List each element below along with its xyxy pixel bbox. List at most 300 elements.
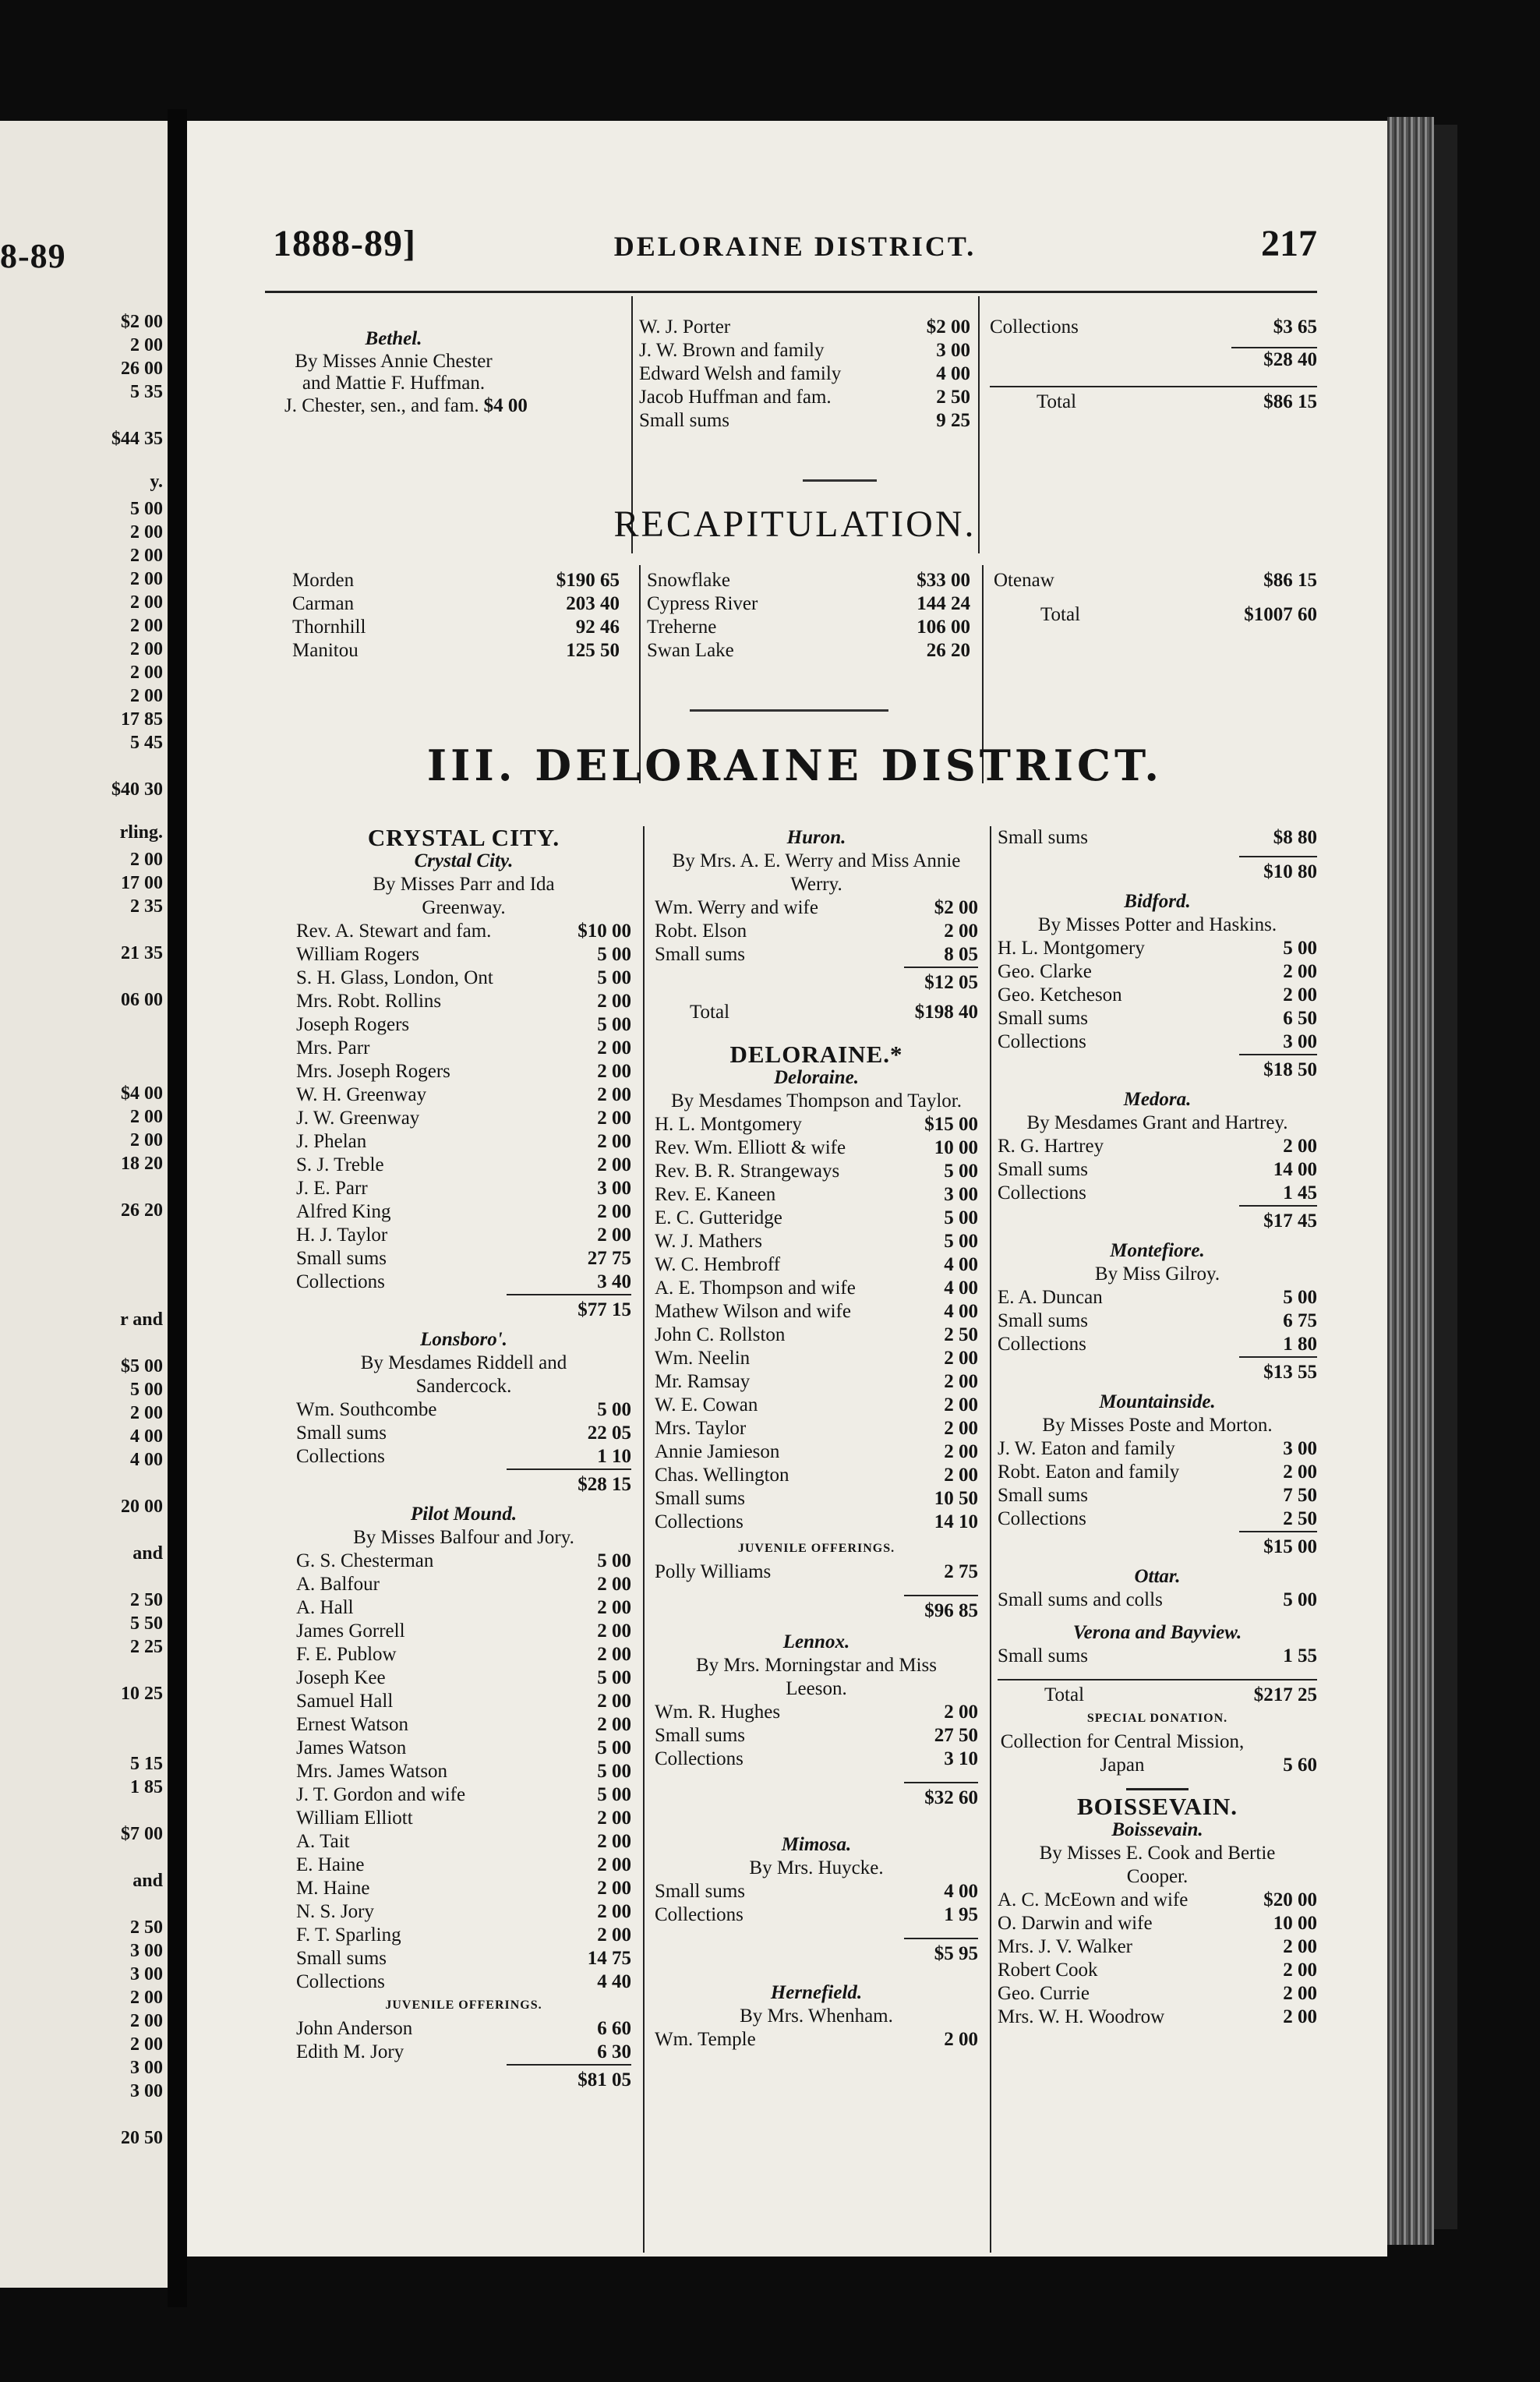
entry-amount: 2 00 bbox=[597, 1714, 631, 1735]
column-bidford-boissevain bbox=[998, 826, 1317, 2029]
collectors: By Mesdames Thompson and Taylor. bbox=[671, 1090, 962, 1111]
entry-label: Small sums bbox=[998, 1008, 1088, 1029]
fragment-amount: 2 00 bbox=[130, 616, 163, 636]
separator-rule bbox=[803, 479, 877, 482]
entry-label: H. L. Montgomery bbox=[655, 1114, 802, 1135]
list-item bbox=[655, 1230, 978, 1253]
entry-amount: 2 00 bbox=[597, 1061, 631, 1082]
entry-amount: 125 50 bbox=[566, 640, 620, 661]
list-item bbox=[655, 1880, 978, 1903]
entry-label: John C. Rollston bbox=[655, 1324, 786, 1345]
list-item bbox=[998, 1507, 1317, 1531]
fragment-amount: 2 00 bbox=[130, 569, 163, 589]
list-item bbox=[296, 1550, 631, 1573]
entry-amount: 3 00 bbox=[1283, 1438, 1317, 1459]
list-item bbox=[647, 569, 970, 592]
page-title: DELORAINE DISTRICT. bbox=[613, 231, 977, 262]
entry-amount: 2 00 bbox=[597, 1644, 631, 1665]
entry-label: Mrs. Taylor bbox=[655, 1418, 747, 1439]
list-item bbox=[296, 990, 631, 1013]
entry-label: M. Haine bbox=[296, 1878, 370, 1899]
entry-label: Otenaw bbox=[994, 570, 1054, 591]
list-item bbox=[296, 1620, 631, 1643]
section-total: $77 15 bbox=[507, 1294, 631, 1322]
recap-column-3 bbox=[994, 569, 1317, 627]
church-name: CRYSTAL CITY. bbox=[367, 824, 560, 851]
entry-amount: 27 75 bbox=[587, 1248, 631, 1269]
list-item bbox=[998, 1182, 1317, 1205]
entry-label: Small sums bbox=[998, 827, 1088, 848]
entry-amount: $10 00 bbox=[578, 921, 631, 942]
list-item bbox=[639, 386, 970, 409]
page-edges bbox=[1387, 117, 1434, 2245]
list-item bbox=[296, 920, 631, 943]
list-item bbox=[998, 1959, 1317, 1982]
entry-label: Edith M. Jory bbox=[296, 2041, 404, 2062]
fragment-amount: 3 00 bbox=[130, 2081, 163, 2101]
fragment-amount: $5 00 bbox=[121, 1356, 163, 1377]
list-item bbox=[655, 1417, 978, 1440]
circuit-name: Medora. bbox=[1123, 1089, 1192, 1110]
entry-amount: $190 65 bbox=[556, 570, 620, 591]
list-item bbox=[292, 616, 620, 639]
list-item bbox=[296, 1247, 631, 1271]
entry-amount: 2 00 bbox=[944, 1371, 978, 1392]
entry-label: Swan Lake bbox=[647, 640, 734, 661]
entry-amount: 6 30 bbox=[597, 2041, 631, 2062]
entry-label: Small sums bbox=[998, 1159, 1088, 1180]
list-item bbox=[296, 1970, 631, 1994]
fragment-amount: 2 00 bbox=[130, 686, 163, 706]
fragment-amount: 26 20 bbox=[121, 1200, 163, 1221]
total-row bbox=[998, 1679, 1317, 1707]
entry-amount: 2 00 bbox=[597, 1924, 631, 1946]
entry-label: H. J. Taylor bbox=[296, 1225, 388, 1246]
fragment-amount: 10 25 bbox=[121, 1684, 163, 1704]
list-item bbox=[639, 362, 970, 386]
list-item bbox=[296, 1947, 631, 1970]
list-item bbox=[655, 1724, 978, 1748]
entry-amount: 2 00 bbox=[597, 1597, 631, 1618]
entry-amount: 2 00 bbox=[944, 1418, 978, 1439]
fragment-amount: 20 50 bbox=[121, 2128, 163, 2148]
list-item bbox=[655, 1253, 978, 1277]
bethel-list bbox=[284, 394, 528, 418]
column-huron-deloraine bbox=[655, 826, 978, 2052]
entry-label: Collections bbox=[998, 1031, 1086, 1052]
fragment-amount: 26 00 bbox=[121, 359, 163, 379]
entry-amount: 4 00 bbox=[944, 1278, 978, 1299]
entry-amount: 2 00 bbox=[597, 1084, 631, 1105]
list-item bbox=[655, 1394, 978, 1417]
collectors: By Mesdames Grant and Hartrey. bbox=[1026, 1112, 1288, 1133]
entry-label: Ernest Watson bbox=[296, 1714, 409, 1735]
entry-amount: 26 20 bbox=[926, 640, 970, 661]
list-item bbox=[998, 984, 1317, 1007]
collectors: By Mesdames Riddell and Sandercock. bbox=[360, 1352, 567, 1397]
entry-amount: $2 00 bbox=[926, 316, 970, 338]
entry-amount: 2 00 bbox=[597, 1131, 631, 1152]
fragment-amount: $4 00 bbox=[121, 1083, 163, 1104]
entry-amount: 6 50 bbox=[1283, 1008, 1317, 1029]
entry-amount: 1 80 bbox=[1283, 1334, 1317, 1355]
list-item bbox=[284, 394, 528, 418]
entry-amount: 10 50 bbox=[934, 1488, 978, 1509]
bethel-collectors: By Misses Annie Chester and Mattie F. Huffman. bbox=[295, 351, 493, 394]
entry-label: W. E. Cowan bbox=[655, 1394, 758, 1415]
circuit-name: Lonsboro'. bbox=[420, 1329, 507, 1350]
entry-label: Small sums bbox=[655, 1488, 745, 1509]
entry-amount: 7 50 bbox=[1283, 1485, 1317, 1506]
entry-amount: 5 00 bbox=[1283, 1589, 1317, 1610]
entry-amount: 2 00 bbox=[597, 991, 631, 1012]
list-item bbox=[296, 1737, 631, 1760]
total-label: Total bbox=[1037, 391, 1077, 412]
list-item bbox=[639, 409, 970, 433]
entry-amount: 14 10 bbox=[934, 1511, 978, 1532]
entry-amount: 5 00 bbox=[597, 1550, 631, 1571]
entry-amount: 2 00 bbox=[597, 1878, 631, 1899]
entry-label: Morden bbox=[292, 570, 355, 591]
list-item bbox=[296, 2041, 631, 2064]
list-item bbox=[998, 1645, 1317, 1668]
entry-amount: 2 00 bbox=[944, 921, 978, 942]
entry-label: Collections bbox=[296, 1271, 385, 1292]
entry-amount: 5 00 bbox=[1283, 1287, 1317, 1308]
list-item bbox=[655, 1370, 978, 1394]
collectors: By Misses Potter and Haskins. bbox=[1037, 914, 1277, 935]
entry-label: Treherne bbox=[647, 617, 717, 638]
fragment-amount: 21 35 bbox=[121, 943, 163, 963]
list-item bbox=[998, 1461, 1317, 1484]
entry-label: Alfred King bbox=[296, 1201, 391, 1222]
list-item bbox=[655, 1464, 978, 1487]
header-rule bbox=[265, 291, 1317, 293]
list-item bbox=[296, 943, 631, 967]
list-item bbox=[296, 1760, 631, 1783]
district-title: III. DELORAINE DISTRICT. bbox=[426, 740, 1164, 790]
list-item bbox=[296, 1107, 631, 1130]
entry-label: E. C. Gutteridge bbox=[655, 1207, 782, 1228]
fragment-amount: 2 50 bbox=[130, 1590, 163, 1610]
list-item bbox=[296, 1643, 631, 1666]
list-item bbox=[296, 1037, 631, 1060]
fragment-amount: 2 00 bbox=[130, 1988, 163, 2008]
entry-label: Collections bbox=[296, 1446, 385, 1467]
entry-amount: 6 60 bbox=[597, 2018, 631, 2039]
entry-label: J. T. Gordon and wife bbox=[296, 1784, 466, 1805]
separator-rule bbox=[690, 709, 888, 712]
list-item bbox=[296, 1924, 631, 1947]
fragment-amount: 2 50 bbox=[130, 1917, 163, 1938]
recap-column-2 bbox=[647, 569, 970, 663]
list-item bbox=[292, 569, 620, 592]
fragment-amount: 2 00 bbox=[130, 546, 163, 566]
list-item bbox=[655, 1511, 978, 1534]
entry-label: Mrs. W. H. Woodrow bbox=[998, 2006, 1165, 2027]
list-item bbox=[296, 1900, 631, 1924]
entry-label: Manitou bbox=[292, 640, 359, 661]
entry-amount: 10 00 bbox=[934, 1137, 978, 1158]
fragment-amount: 5 00 bbox=[130, 499, 163, 519]
entry-label: W. C. Hembroff bbox=[655, 1254, 781, 1275]
entry-label: Rev. E. Kaneen bbox=[655, 1184, 776, 1205]
fragment-amount: 3 00 bbox=[130, 1941, 163, 1961]
entry-label: Mrs. Joseph Rogers bbox=[296, 1061, 450, 1082]
list-item bbox=[647, 639, 970, 663]
entry-label: Wm. Werry and wife bbox=[655, 897, 818, 918]
list-item bbox=[296, 2017, 631, 2041]
entry-label: William Elliott bbox=[296, 1808, 413, 1829]
top-right-totals bbox=[990, 316, 1317, 414]
list-item bbox=[655, 896, 978, 920]
entry-label: Small sums bbox=[998, 1485, 1088, 1506]
entry-amount: 2 00 bbox=[597, 1901, 631, 1922]
circuit-name: Bidford. bbox=[1124, 891, 1191, 912]
entry-label: Annie Jamieson bbox=[655, 1441, 780, 1462]
subtotal: $28 40 bbox=[1231, 347, 1317, 372]
entry-label: Robert Cook bbox=[998, 1960, 1098, 1981]
list-item bbox=[998, 826, 1317, 850]
list-item bbox=[296, 1177, 631, 1200]
list-item bbox=[655, 1347, 978, 1370]
list-item bbox=[655, 1300, 978, 1324]
entry-label: Mrs. Robt. Rollins bbox=[296, 991, 442, 1012]
entry-label: Small sums and colls bbox=[998, 1589, 1163, 1610]
entry-amount: $8 80 bbox=[1273, 827, 1317, 848]
entry-amount: 2 00 bbox=[1283, 1461, 1317, 1483]
entry-amount: 2 00 bbox=[1283, 984, 1317, 1005]
fragment-amount: 5 50 bbox=[130, 1613, 163, 1634]
page bbox=[187, 121, 1387, 2257]
entry-label: O. Darwin and wife bbox=[998, 1913, 1153, 1934]
section-total: $32 60 bbox=[904, 1782, 978, 1810]
entry-amount: 2 00 bbox=[597, 1620, 631, 1642]
entry-label: Mrs. Parr bbox=[296, 1037, 370, 1058]
list-item bbox=[998, 1007, 1317, 1030]
list-item bbox=[655, 1136, 978, 1160]
list-item bbox=[655, 1748, 978, 1771]
entry-label: Mrs. James Watson bbox=[296, 1761, 448, 1782]
bethel-block bbox=[284, 327, 528, 418]
fragment-amount: y. bbox=[150, 472, 163, 492]
entry-amount: 2 00 bbox=[597, 1108, 631, 1129]
entry-label: Edward Welsh and family bbox=[639, 363, 842, 384]
entry-amount: 2 50 bbox=[944, 1324, 978, 1345]
entry-amount: 1 55 bbox=[1283, 1645, 1317, 1666]
list-item bbox=[296, 1573, 631, 1596]
entry-label: Small sums bbox=[655, 1881, 745, 1902]
circuit-name: Montefiore. bbox=[1110, 1240, 1205, 1261]
fragment-amount: 2 00 bbox=[130, 522, 163, 542]
total-amount: $217 25 bbox=[1253, 1684, 1317, 1705]
entry-label: A. E. Thompson and wife bbox=[655, 1278, 856, 1299]
list-item bbox=[296, 1271, 631, 1294]
recap-column-1 bbox=[292, 569, 620, 663]
entry-amount: 3 00 bbox=[936, 340, 970, 361]
top-middle-list bbox=[639, 316, 970, 433]
entry-amount: 2 00 bbox=[1283, 1960, 1317, 1981]
fragment-amount: and bbox=[132, 1871, 163, 1891]
entry-amount: $86 15 bbox=[1263, 570, 1317, 591]
circuit-name: Mimosa. bbox=[781, 1834, 852, 1855]
fragment-amount: 2 35 bbox=[130, 896, 163, 917]
entry-amount: 5 00 bbox=[597, 944, 631, 965]
entry-amount: 2 00 bbox=[1283, 961, 1317, 982]
fragment-amount: 06 00 bbox=[121, 990, 163, 1010]
circuit-name: Hernefield. bbox=[770, 1982, 863, 2003]
recap-title: RECAPITULATION. bbox=[613, 504, 977, 545]
list-item bbox=[655, 1324, 978, 1347]
entry-label: A. Balfour bbox=[296, 1574, 380, 1595]
entry-amount: 2 00 bbox=[597, 1225, 631, 1246]
fragment-amount: r and bbox=[120, 1309, 163, 1330]
entry-amount: 27 50 bbox=[934, 1725, 978, 1746]
list-item bbox=[296, 967, 631, 990]
list-item bbox=[296, 1013, 631, 1037]
collectors: By Mrs. Huycke. bbox=[749, 1857, 884, 1878]
fragment-amount: 2 00 bbox=[130, 1130, 163, 1150]
entry-amount: 8 05 bbox=[944, 944, 978, 965]
entry-label: J. Chester, sen., and fam. bbox=[284, 395, 479, 416]
list-item bbox=[296, 1807, 631, 1830]
entry-label: S. J. Treble bbox=[296, 1154, 384, 1175]
fragment-amount: 17 00 bbox=[121, 873, 163, 893]
list-item bbox=[296, 1877, 631, 1900]
entry-label: James Watson bbox=[296, 1737, 407, 1758]
entry-amount: $3 65 bbox=[1273, 316, 1317, 338]
entry-label: Robt. Elson bbox=[655, 921, 747, 942]
column-crystal-city bbox=[296, 826, 631, 2098]
entry-label: Carman bbox=[292, 593, 355, 614]
entry-amount: 3 00 bbox=[944, 1184, 978, 1205]
collectors: By Misses Parr and Ida Greenway. bbox=[373, 874, 555, 918]
fragment-amount: 2 00 bbox=[130, 1107, 163, 1127]
list-item bbox=[655, 1207, 978, 1230]
entry-label: Rev. Wm. Elliott & wife bbox=[655, 1137, 846, 1158]
entry-label: John Anderson bbox=[296, 2018, 413, 2039]
section-total: $96 85 bbox=[904, 1595, 978, 1623]
section-total: $10 80 bbox=[1239, 856, 1317, 884]
fragment-amount: 2 00 bbox=[130, 639, 163, 659]
entry-label: Small sums bbox=[639, 410, 729, 431]
entry-amount: 2 00 bbox=[597, 1691, 631, 1712]
entry-amount: 4 00 bbox=[944, 1254, 978, 1275]
entry-amount: 2 50 bbox=[1283, 1508, 1317, 1529]
entry-label: A. Hall bbox=[296, 1597, 354, 1618]
entry-amount: 2 00 bbox=[944, 2029, 978, 2050]
list-item bbox=[655, 1903, 978, 1927]
entry-label: F. E. Publow bbox=[296, 1644, 397, 1665]
entry-label: Rev. B. R. Strangeways bbox=[655, 1161, 840, 1182]
entry-label: Jacob Huffman and fam. bbox=[639, 387, 832, 408]
list-item bbox=[296, 1830, 631, 1854]
entry-amount: 4 00 bbox=[936, 363, 970, 384]
list-item bbox=[994, 569, 1317, 592]
entry-label: A. Tait bbox=[296, 1831, 350, 1852]
page-header bbox=[273, 222, 1317, 277]
fragment-amount: 2 00 bbox=[130, 2034, 163, 2055]
collectors: By Mrs. Whenham. bbox=[740, 2006, 893, 2027]
entry-amount: 2 00 bbox=[597, 1831, 631, 1852]
list-item bbox=[655, 1560, 978, 1584]
circuit-name: Mountainside. bbox=[1099, 1391, 1216, 1412]
list-item bbox=[639, 316, 970, 339]
entry-amount: 2 00 bbox=[597, 1154, 631, 1175]
list-item bbox=[655, 1183, 978, 1207]
bethel-name: Bethel. bbox=[365, 328, 422, 349]
entry-label: Polly Williams bbox=[655, 1561, 772, 1582]
entry-amount: 2 50 bbox=[936, 387, 970, 408]
entry-label: Snowflake bbox=[647, 570, 730, 591]
collectors: By Miss Gilroy. bbox=[1094, 1263, 1220, 1285]
list-item bbox=[655, 1277, 978, 1300]
entry-label: J. W. Greenway bbox=[296, 1108, 420, 1129]
circuit-name: Ottar. bbox=[1134, 1566, 1181, 1587]
entry-amount: 9 25 bbox=[936, 410, 970, 431]
list-item bbox=[292, 592, 620, 616]
fragment-amount: 3 00 bbox=[130, 2058, 163, 2078]
entry-amount: 3 10 bbox=[944, 1748, 978, 1769]
list-item bbox=[998, 1730, 1317, 1777]
entry-amount: 2 00 bbox=[597, 1574, 631, 1595]
section-total: $28 15 bbox=[507, 1468, 631, 1497]
entry-amount: $20 00 bbox=[1263, 1889, 1317, 1910]
list-item bbox=[998, 1030, 1317, 1054]
circuit-name: Crystal City. bbox=[414, 850, 514, 871]
entry-amount: 5 00 bbox=[944, 1161, 978, 1182]
entry-label: William Rogers bbox=[296, 944, 419, 965]
entry-amount: 4 00 bbox=[944, 1881, 978, 1902]
fragment-amount: 5 00 bbox=[130, 1380, 163, 1400]
fragment-amount: 17 85 bbox=[121, 709, 163, 730]
entry-label: F. T. Sparling bbox=[296, 1924, 401, 1946]
fragment-amount: and bbox=[132, 1543, 163, 1564]
total-row bbox=[994, 603, 1317, 627]
entry-label: J. Phelan bbox=[296, 1131, 367, 1152]
entry-amount: 2 00 bbox=[597, 1037, 631, 1058]
entry-amount: 4 40 bbox=[597, 1971, 631, 1992]
list-item bbox=[296, 1083, 631, 1107]
entry-label: H. L. Montgomery bbox=[998, 938, 1145, 959]
fragment-amount: 4 00 bbox=[130, 1426, 163, 1447]
entry-label: Collections bbox=[655, 1511, 744, 1532]
fragment-amount: 4 00 bbox=[130, 1450, 163, 1470]
entry-label: Geo. Currie bbox=[998, 1983, 1090, 2004]
entry-label: Geo. Ketcheson bbox=[998, 984, 1122, 1005]
separator-rule bbox=[1126, 1788, 1189, 1790]
circuit-name: Deloraine. bbox=[773, 1067, 860, 1088]
entry-amount: 3 00 bbox=[597, 1178, 631, 1199]
entry-amount: 5 00 bbox=[597, 967, 631, 988]
entry-amount: $15 00 bbox=[924, 1114, 978, 1135]
list-item bbox=[998, 1484, 1317, 1507]
entry-label: Collections bbox=[990, 316, 1079, 338]
entry-amount: 2 00 bbox=[944, 1441, 978, 1462]
entry-label: Small sums bbox=[655, 944, 745, 965]
total-amount: $86 15 bbox=[1263, 391, 1317, 412]
column-divider bbox=[990, 826, 991, 2253]
collectors: By Misses Poste and Morton. bbox=[1042, 1415, 1273, 1436]
entry-label: Mrs. J. V. Walker bbox=[998, 1936, 1132, 1957]
fragment-amount: 20 00 bbox=[121, 1497, 163, 1517]
special-donation-heading: SPECIAL DONATION. bbox=[1086, 1712, 1228, 1725]
entry-label: Collections bbox=[998, 1508, 1086, 1529]
entry-label: J. E. Parr bbox=[296, 1178, 368, 1199]
entry-amount: 4 00 bbox=[944, 1301, 978, 1322]
collectors: By Mrs. A. E. Werry and Miss Annie Werry. bbox=[672, 850, 961, 895]
fragment-amount: 5 15 bbox=[130, 1754, 163, 1774]
